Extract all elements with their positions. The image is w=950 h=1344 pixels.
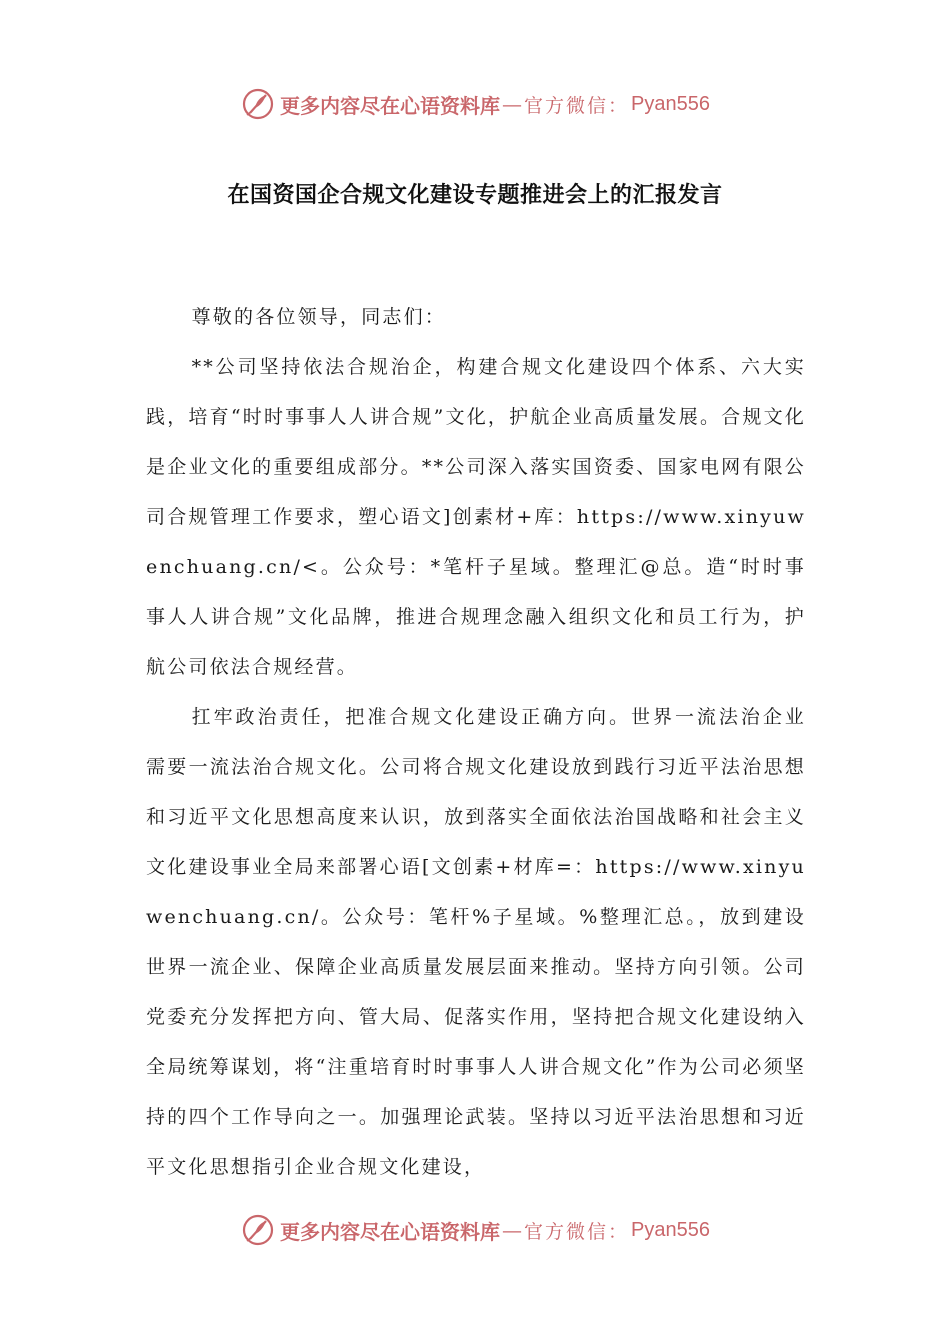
watermark-header bbox=[0, 82, 950, 126]
watermark-id: Pyan556 bbox=[631, 92, 710, 115]
watermark-separator: — bbox=[502, 1218, 522, 1242]
document-title: 在国资国企合规文化建设专题推进会上的汇报发言 bbox=[227, 183, 723, 208]
watermark-brand: 更多内容尽在心语资料库 bbox=[280, 93, 500, 118]
watermark-id: Pyan556 bbox=[631, 1218, 710, 1241]
watermark-label: 官方微信： bbox=[524, 94, 630, 117]
watermark-footer bbox=[0, 1208, 950, 1252]
watermark-label: 官方微信： bbox=[524, 1220, 630, 1243]
paragraph-1: **公司坚持依法合规治企，构建合规文化建设四个体系、六大实践，培育“时时事事人人讲合规”文化，护航企业高质量发展。合规文化是企业文化的重要组成部分。**公司深入落实国资委、国家电网有限公司合规管理工作要求，塑心语文]创素材+库：https://www.xinyuwenchuang.cn/<。公众号：*笔杆子星域。整理汇@总。造“时时事事人人讲合规”文化品牌，推进合规理念融入组织文化和员工行为，护航公司依法合规经营。 bbox=[146, 356, 806, 678]
watermark-brand: 更多内容尽在心语资料库 bbox=[280, 1219, 500, 1244]
document-body bbox=[146, 292, 806, 1192]
paragraph-2: 扛牢政治责任，把准合规文化建设正确方向。世界一流法治企业需要一流法治合规文化。公司将合规文化建设放到践行习近平法治思想和习近平文化思想高度来认识，放到落实全面依法治国战略和社会主义文化建设事业全局来部署心语[文创素+材库=：https://www.xinyuwenchuang.cn/。公众号：笔杆%子星域。%整理汇总。，放到建设世界一流企业、保障企业高质量发展层面来推动。坚持方向引领。公司党委充分发挥把方向、管大局、促落实作用，坚持把合规文化建设纳入全局统筹谋划，将“注重培育时时事事人人讲合规文化”作为公司必须坚持的四个工作导向之一。加强理论武装。坚持以习近平法治思想和习近平文化思想指引企业合规文化建设， bbox=[146, 706, 806, 1178]
watermark-separator: — bbox=[502, 92, 522, 116]
quill-logo-icon bbox=[240, 86, 276, 122]
quill-logo-icon bbox=[240, 1212, 276, 1248]
greeting: 尊敬的各位领导，同志们： bbox=[191, 306, 446, 328]
